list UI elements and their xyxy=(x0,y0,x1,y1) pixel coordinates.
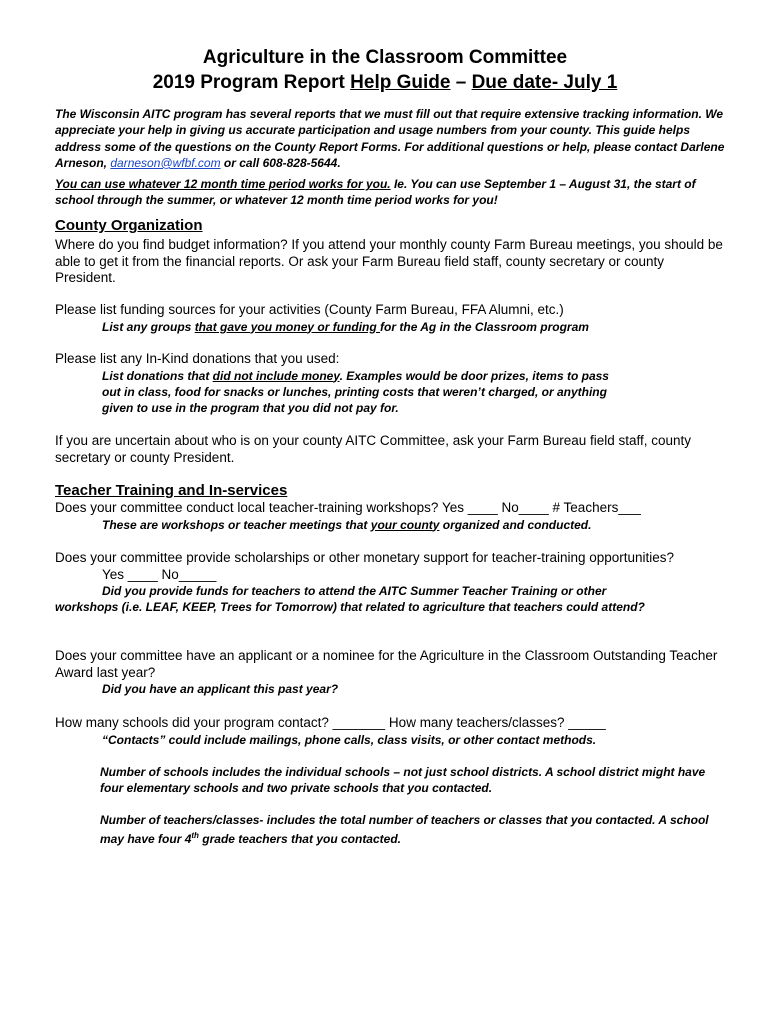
teachers-note-a: Number of teachers/classes- includes the total number of teachers or classes that you contacted. A school may have four 4 xyxy=(100,813,709,847)
intro-phone-text: or call 608-828-5644. xyxy=(220,155,341,170)
help-guide-text: Help Guide xyxy=(350,72,451,93)
teachers-note-sup: th xyxy=(191,831,199,841)
scholarship-question xyxy=(55,550,725,616)
workshops-note-underlined: your county xyxy=(370,517,440,532)
workshops-question-text: Does your committee conduct local teacher-training workshops? Yes ____ No____ # Teachers___ xyxy=(55,500,641,515)
award-question xyxy=(55,648,725,697)
inkind-note-b: . Examples would be door prizes, items to pass out in class, food for snacks or lunches, printing costs that weren’t charged, or anything given to use in the program that you did not pay for. xyxy=(102,368,609,416)
workshops-note-b: organized and conducted. xyxy=(439,517,592,532)
inkind-question xyxy=(55,351,725,416)
subtitle-dash: – xyxy=(450,72,472,93)
workshops-question xyxy=(55,500,725,533)
workshops-note-a: These are workshops or teacher meetings that xyxy=(102,517,371,532)
schools-note: Number of schools includes the individual schools – not just school districts. A school district might have four elementary schools and two private schools that you contacted. xyxy=(100,765,706,796)
contacts-note: “Contacts” could include mailings, phone calls, class visits, or other contact methods. xyxy=(102,732,597,747)
scholarship-note xyxy=(55,583,725,616)
schools-question-text: How many schools did your program contact? _______ How many teachers/classes? _____ xyxy=(55,715,606,730)
period-paragraph xyxy=(55,176,725,209)
scholarship-note-first: Did you provide funds for teachers to attend the AITC Summer Teacher Training or other xyxy=(102,584,607,598)
inkind-note-a: List donations that xyxy=(102,368,213,383)
subtitle-prefix: 2019 Program Report xyxy=(152,72,351,93)
page-title: Agriculture in the Classroom Committee xyxy=(202,47,568,68)
teachers-note-b: grade teachers that you contacted. xyxy=(198,832,401,847)
intro-paragraph xyxy=(55,106,725,171)
funding-note xyxy=(55,319,725,335)
funding-note-a: List any groups xyxy=(102,319,195,334)
teachers-note xyxy=(55,812,725,848)
period-underlined: You can use whatever 12 month time period works for you. xyxy=(55,177,391,191)
funding-question xyxy=(55,302,725,335)
inkind-note-underlined: did not include money xyxy=(212,368,340,383)
schools-question xyxy=(55,715,725,748)
award-question-text: Does your committee have an applicant or a nominee for the Agriculture in the Classroom Outstanding Teacher Award last year? xyxy=(55,648,718,680)
funding-note-b: for the Ag in the Classroom program xyxy=(380,319,589,334)
award-note: Did you have an applicant this past year? xyxy=(102,682,339,696)
intro-text: The Wisconsin AITC program has several reports that we must fill out that require extensive tracking information. We appreciate your help in giving us accurate participation and usage numbers from your county. This guide helps address some of the questions on the County Report Forms. For additional questions or help, please contact Darlene Arneson, xyxy=(55,107,725,170)
period-rest: Ie. You can use September 1 – August 31, the start of school through the summer, or whatever 12 month time period works for you! xyxy=(55,177,696,208)
page-subtitle xyxy=(0,71,770,95)
inkind-note xyxy=(55,368,725,417)
funding-note-underlined: that gave you money or funding xyxy=(194,319,381,334)
due-date-text: Due date- July 1 xyxy=(471,72,618,93)
email-link[interactable]: darneson@wfbf.com xyxy=(110,155,221,170)
uncertain-text: If you are uncertain about who is on your county AITC Committee, ask your Farm Bureau field staff, county secretary or county President. xyxy=(55,433,692,465)
budget-text: Where do you find budget information? If you attend your monthly county Farm Bureau meetings, you should be able to get it from the financial reports. Or ask your Farm Bureau field staff, county secretary or county President. xyxy=(55,237,723,285)
county-heading: County Organization xyxy=(55,217,203,234)
scholarship-yes-no: Yes ____ No_____ xyxy=(102,566,217,582)
workshops-note xyxy=(55,517,725,533)
scholarship-question-text: Does your committee provide scholarships or other monetary support for teacher-training opportunities? xyxy=(55,550,675,565)
scholarship-note-rest: workshops (i.e. LEAF, KEEP, Trees for Tomorrow) that related to agriculture that teachers could attend? xyxy=(55,600,645,615)
inkind-question-text: Please list any In-Kind donations that you used: xyxy=(55,351,340,366)
teacher-training-heading: Teacher Training and In-services xyxy=(55,482,288,499)
funding-question-text: Please list funding sources for your activities (County Farm Bureau, FFA Alumni, etc.) xyxy=(55,302,564,317)
